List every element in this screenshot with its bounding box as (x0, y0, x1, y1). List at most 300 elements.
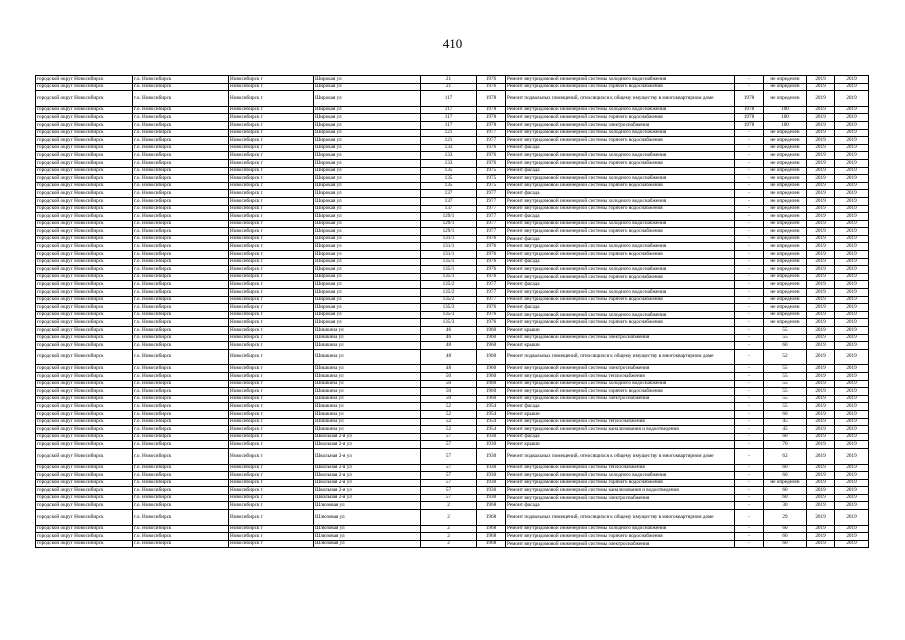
municipality-cell: г.о. Новосибирск (133, 137, 229, 145)
house-number-cell: 57 (421, 433, 477, 441)
wear-cell: не определен (764, 76, 807, 84)
street-cell: Широкая ул (314, 273, 421, 281)
wear-cell: не определен (764, 289, 807, 297)
work-type-cell: Ремонт внутридомовой инженерной системы теплоснабжения (506, 418, 735, 426)
house-number-cell: 129/1 (421, 220, 477, 228)
district-cell: городской округ Новосибирск (36, 426, 133, 434)
house-number-cell: 117 (421, 114, 477, 122)
plan-start-year-cell: 2019 (807, 380, 835, 388)
street-cell: Широкая ул (314, 266, 421, 274)
municipality-cell: г.о. Новосибирск (133, 418, 229, 426)
city-cell: Новосибирск г (229, 349, 314, 365)
plan-start-year-cell: 2019 (807, 510, 835, 526)
street-cell: Шишкина ул (314, 349, 421, 365)
city-cell: Новосибирск г (229, 213, 314, 221)
last-repair-year-cell: - (735, 83, 764, 91)
street-cell: Широкая ул (314, 91, 421, 107)
work-type-cell: Ремонт внутридомовой инженерной системы горячего водоснабжения (506, 296, 735, 304)
build-year-cell: 1960 (477, 388, 506, 396)
municipality-cell: г.о. Новосибирск (133, 441, 229, 449)
street-cell: Шлюзовая ул (314, 533, 421, 541)
last-repair-year-cell: - (735, 525, 764, 533)
district-cell: городской округ Новосибирск (36, 296, 133, 304)
city-cell: Новосибирск г (229, 403, 314, 411)
work-type-cell: Ремонт фасада (506, 502, 735, 510)
city-cell: Новосибирск г (229, 441, 314, 449)
street-cell: Широкая ул (314, 228, 421, 236)
work-type-cell: Ремонт внутридомовой инженерной системы электроснабжения (506, 121, 735, 129)
table-row (36, 205, 869, 213)
work-type-cell: Ремонт внутридомовой инженерной системы канализования и водоотведения (506, 426, 735, 434)
street-cell: Широкая ул (314, 243, 421, 251)
table-row (36, 144, 869, 152)
work-type-cell: Ремонт внутридомовой инженерной системы холодного водоснабжения (506, 380, 735, 388)
street-cell: Широкая ул (314, 311, 421, 319)
municipality-cell: г.о. Новосибирск (133, 91, 229, 107)
work-type-cell: Ремонт внутридомовой инженерной системы электроснабжения (506, 334, 735, 342)
municipality-cell: г.о. Новосибирск (133, 502, 229, 510)
plan-end-year-cell: 2019 (835, 137, 869, 145)
last-repair-year-cell: - (735, 510, 764, 526)
last-repair-year-cell: - (735, 159, 764, 167)
plan-start-year-cell: 2019 (807, 418, 835, 426)
municipality-cell: г.о. Новосибирск (133, 388, 229, 396)
repair-schedule-table (35, 75, 869, 548)
last-repair-year-cell: - (735, 144, 764, 152)
work-type-cell: Ремонт внутридомовой инженерной системы электроснабжения (506, 494, 735, 502)
street-cell: Школьная 2-я ул (314, 487, 421, 495)
street-cell: Шлюзовая ул (314, 502, 421, 510)
work-type-cell: Ремонт внутридомовой инженерной системы холодного водоснабжения (506, 129, 735, 137)
municipality-cell: г.о. Новосибирск (133, 487, 229, 495)
district-cell: городской округ Новосибирск (36, 533, 133, 541)
plan-start-year-cell: 2019 (807, 533, 835, 541)
plan-start-year-cell: 2019 (807, 266, 835, 274)
street-cell: Шлюзовая ул (314, 540, 421, 548)
table-row (36, 540, 869, 548)
build-year-cell: 1975 (477, 175, 506, 183)
last-repair-year-cell: - (735, 334, 764, 342)
district-cell: городской округ Новосибирск (36, 319, 133, 327)
municipality-cell: г.о. Новосибирск (133, 235, 229, 243)
work-type-cell: Ремонт внутридомовой инженерной системы горячего водоснабжения (506, 114, 735, 122)
house-number-cell: 135 (421, 167, 477, 175)
plan-start-year-cell: 2019 (807, 228, 835, 236)
wear-cell: 60 (764, 464, 807, 472)
municipality-cell: г.о. Новосибирск (133, 266, 229, 274)
district-cell: городской округ Новосибирск (36, 137, 133, 145)
municipality-cell: г.о. Новосибирск (133, 395, 229, 403)
build-year-cell: 1930 (477, 487, 506, 495)
work-type-cell: Ремонт внутридомовой инженерной системы теплоснабжения (506, 372, 735, 380)
house-number-cell: 121 (421, 137, 477, 145)
municipality-cell: г.о. Новосибирск (133, 129, 229, 137)
plan-end-year-cell: 2019 (835, 197, 869, 205)
city-cell: Новосибирск г (229, 152, 314, 160)
city-cell: Новосибирск г (229, 311, 314, 319)
plan-start-year-cell: 2019 (807, 167, 835, 175)
city-cell: Новосибирск г (229, 129, 314, 137)
table-row (36, 327, 869, 335)
municipality-cell: г.о. Новосибирск (133, 190, 229, 198)
house-number-cell: 135/3 (421, 311, 477, 319)
city-cell: Новосибирск г (229, 388, 314, 396)
wear-cell: 29 (764, 510, 807, 526)
wear-cell: не определен (764, 235, 807, 243)
build-year-cell: 1976 (477, 243, 506, 251)
last-repair-year-cell: - (735, 388, 764, 396)
plan-end-year-cell: 2019 (835, 487, 869, 495)
work-type-cell: Ремонт внутридомовой инженерной системы электроснабжения (506, 365, 735, 373)
last-repair-year-cell: - (735, 395, 764, 403)
plan-end-year-cell: 2019 (835, 152, 869, 160)
municipality-cell: г.о. Новосибирск (133, 448, 229, 464)
plan-start-year-cell: 2019 (807, 372, 835, 380)
municipality-cell: г.о. Новосибирск (133, 426, 229, 434)
city-cell: Новосибирск г (229, 137, 314, 145)
house-number-cell: 52 (421, 426, 477, 434)
municipality-cell: г.о. Новосибирск (133, 106, 229, 114)
plan-end-year-cell: 2019 (835, 228, 869, 236)
work-type-cell: Ремонт внутридомовой инженерной системы холодного водоснабжения (506, 266, 735, 274)
plan-end-year-cell: 2019 (835, 114, 869, 122)
house-number-cell: 50 (421, 395, 477, 403)
municipality-cell: г.о. Новосибирск (133, 319, 229, 327)
house-number-cell: 129/1 (421, 213, 477, 221)
wear-cell: не определен (764, 152, 807, 160)
last-repair-year-cell: - (735, 365, 764, 373)
district-cell: городской округ Новосибирск (36, 83, 133, 91)
municipality-cell: г.о. Новосибирск (133, 197, 229, 205)
table-row (36, 159, 869, 167)
district-cell: городской округ Новосибирск (36, 395, 133, 403)
work-type-cell: Ремонт внутридомовой инженерной системы холодного водоснабжения (506, 106, 735, 114)
plan-start-year-cell: 2019 (807, 152, 835, 160)
plan-end-year-cell: 2019 (835, 380, 869, 388)
street-cell: Широкая ул (314, 83, 421, 91)
city-cell: Новосибирск г (229, 487, 314, 495)
last-repair-year-cell: - (735, 372, 764, 380)
table-row (36, 502, 869, 510)
last-repair-year-cell: - (735, 540, 764, 548)
plan-start-year-cell: 2019 (807, 213, 835, 221)
street-cell: Шлюзовая ул (314, 525, 421, 533)
build-year-cell: 1930 (477, 441, 506, 449)
district-cell: городской округ Новосибирск (36, 464, 133, 472)
municipality-cell: г.о. Новосибирск (133, 76, 229, 84)
wear-cell: не определен (764, 175, 807, 183)
table-row (36, 190, 869, 198)
district-cell: городской округ Новосибирск (36, 342, 133, 350)
wear-cell: не определен (764, 129, 807, 137)
last-repair-year-cell: - (735, 502, 764, 510)
build-year-cell: 1960 (477, 342, 506, 350)
last-repair-year-cell: - (735, 129, 764, 137)
work-type-cell: Ремонт внутридомовой инженерной системы горячего водоснабжения (506, 228, 735, 236)
plan-end-year-cell: 2019 (835, 281, 869, 289)
plan-start-year-cell: 2019 (807, 281, 835, 289)
wear-cell: не определен (764, 220, 807, 228)
house-number-cell: 137 (421, 205, 477, 213)
street-cell: Широкая ул (314, 106, 421, 114)
plan-start-year-cell: 2019 (807, 388, 835, 396)
table-row (36, 273, 869, 281)
table-row (36, 349, 869, 365)
street-cell: Широкая ул (314, 304, 421, 312)
plan-end-year-cell: 2019 (835, 349, 869, 365)
house-number-cell: 57 (421, 472, 477, 480)
last-repair-year-cell: 1978 (735, 121, 764, 129)
last-repair-year-cell: - (735, 273, 764, 281)
build-year-cell: 1976 (477, 266, 506, 274)
house-number-cell: 21 (421, 76, 477, 84)
street-cell: Широкая ул (314, 152, 421, 160)
table-row (36, 448, 869, 464)
table-row (36, 395, 869, 403)
municipality-cell: г.о. Новосибирск (133, 372, 229, 380)
municipality-cell: г.о. Новосибирск (133, 243, 229, 251)
wear-cell: 55 (764, 334, 807, 342)
last-repair-year-cell: - (735, 433, 764, 441)
house-number-cell: 133 (421, 152, 477, 160)
house-number-cell: 2 (421, 533, 477, 541)
build-year-cell: 1977 (477, 213, 506, 221)
last-repair-year-cell: - (735, 281, 764, 289)
house-number-cell: 121 (421, 129, 477, 137)
plan-start-year-cell: 2019 (807, 296, 835, 304)
wear-cell: не определен (764, 281, 807, 289)
plan-end-year-cell: 2019 (835, 494, 869, 502)
street-cell: Широкая ул (314, 182, 421, 190)
wear-cell: не определен (764, 91, 807, 107)
wear-cell: 55 (764, 395, 807, 403)
build-year-cell: 1977 (477, 197, 506, 205)
wear-cell: 30 (764, 502, 807, 510)
build-year-cell: 1960 (477, 349, 506, 365)
last-repair-year-cell: - (735, 418, 764, 426)
wear-cell: не определен (764, 159, 807, 167)
district-cell: городской округ Новосибирск (36, 152, 133, 160)
last-repair-year-cell: - (735, 251, 764, 259)
city-cell: Новосибирск г (229, 235, 314, 243)
plan-start-year-cell: 2019 (807, 472, 835, 480)
plan-end-year-cell: 2019 (835, 448, 869, 464)
plan-end-year-cell: 2019 (835, 258, 869, 266)
district-cell: городской округ Новосибирск (36, 365, 133, 373)
plan-start-year-cell: 2019 (807, 304, 835, 312)
municipality-cell: г.о. Новосибирск (133, 433, 229, 441)
table-row (36, 281, 869, 289)
district-cell: городской округ Новосибирск (36, 388, 133, 396)
city-cell: Новосибирск г (229, 296, 314, 304)
work-type-cell: Ремонт внутридомовой инженерной системы горячего водоснабжения (506, 319, 735, 327)
work-type-cell: Ремонт фасада (506, 190, 735, 198)
street-cell: Широкая ул (314, 76, 421, 84)
plan-start-year-cell: 2019 (807, 464, 835, 472)
city-cell: Новосибирск г (229, 479, 314, 487)
district-cell: городской округ Новосибирск (36, 220, 133, 228)
city-cell: Новосибирск г (229, 525, 314, 533)
plan-start-year-cell: 2019 (807, 190, 835, 198)
municipality-cell: г.о. Новосибирск (133, 472, 229, 480)
build-year-cell: 1930 (477, 433, 506, 441)
last-repair-year-cell: 1978 (735, 106, 764, 114)
municipality-cell: г.о. Новосибирск (133, 510, 229, 526)
plan-start-year-cell: 2019 (807, 76, 835, 84)
table-row (36, 380, 869, 388)
house-number-cell: 2 (421, 525, 477, 533)
city-cell: Новосибирск г (229, 251, 314, 259)
table-row (36, 334, 869, 342)
city-cell: Новосибирск г (229, 266, 314, 274)
table-row (36, 182, 869, 190)
district-cell: городской округ Новосибирск (36, 510, 133, 526)
work-type-cell: Ремонт фасада (506, 235, 735, 243)
city-cell: Новосибирск г (229, 464, 314, 472)
street-cell: Шишкина ул (314, 418, 421, 426)
work-type-cell: Ремонт внутридомовой инженерной системы холодного водоснабжения (506, 311, 735, 319)
plan-end-year-cell: 2019 (835, 540, 869, 548)
work-type-cell: Ремонт внутридомовой инженерной системы электроснабжения (506, 395, 735, 403)
city-cell: Новосибирск г (229, 395, 314, 403)
wear-cell: не определен (764, 228, 807, 236)
house-number-cell: 135/2 (421, 289, 477, 297)
street-cell: Широкая ул (314, 129, 421, 137)
municipality-cell: г.о. Новосибирск (133, 289, 229, 297)
plan-end-year-cell: 2019 (835, 289, 869, 297)
table-row (36, 426, 869, 434)
district-cell: городской округ Новосибирск (36, 410, 133, 418)
last-repair-year-cell: - (735, 197, 764, 205)
house-number-cell: 137 (421, 197, 477, 205)
table-row (36, 251, 869, 259)
plan-start-year-cell: 2019 (807, 91, 835, 107)
house-number-cell: 131/1 (421, 235, 477, 243)
work-type-cell: Ремонт внутридомовой инженерной системы горячего водоснабжения (506, 205, 735, 213)
house-number-cell: 129/1 (421, 228, 477, 236)
wear-cell: не определен (764, 243, 807, 251)
build-year-cell: 1954 (477, 410, 506, 418)
plan-start-year-cell: 2019 (807, 540, 835, 548)
city-cell: Новосибирск г (229, 159, 314, 167)
plan-end-year-cell: 2019 (835, 410, 869, 418)
table-row (36, 472, 869, 480)
house-number-cell: 52 (421, 410, 477, 418)
house-number-cell: 117 (421, 106, 477, 114)
city-cell: Новосибирск г (229, 418, 314, 426)
city-cell: Новосибирск г (229, 372, 314, 380)
municipality-cell: г.о. Новосибирск (133, 349, 229, 365)
build-year-cell: 1977 (477, 137, 506, 145)
city-cell: Новосибирск г (229, 182, 314, 190)
house-number-cell: 131/1 (421, 243, 477, 251)
plan-start-year-cell: 2019 (807, 494, 835, 502)
district-cell: городской округ Новосибирск (36, 167, 133, 175)
wear-cell: не определен (764, 213, 807, 221)
plan-start-year-cell: 2019 (807, 334, 835, 342)
wear-cell: 60 (764, 342, 807, 350)
plan-start-year-cell: 2019 (807, 220, 835, 228)
municipality-cell: г.о. Новосибирск (133, 464, 229, 472)
city-cell: Новосибирск г (229, 533, 314, 541)
work-type-cell: Ремонт фасада (506, 167, 735, 175)
table-row (36, 197, 869, 205)
city-cell: Новосибирск г (229, 175, 314, 183)
street-cell: Широкая ул (314, 197, 421, 205)
street-cell: Широкая ул (314, 296, 421, 304)
last-repair-year-cell: - (735, 349, 764, 365)
municipality-cell: г.о. Новосибирск (133, 540, 229, 548)
table-row (36, 388, 869, 396)
street-cell: Шишкина ул (314, 327, 421, 335)
table-row (36, 167, 869, 175)
city-cell: Новосибирск г (229, 243, 314, 251)
district-cell: городской округ Новосибирск (36, 205, 133, 213)
house-number-cell: 57 (421, 464, 477, 472)
district-cell: городской округ Новосибирск (36, 197, 133, 205)
wear-cell: 62 (764, 448, 807, 464)
table-row (36, 510, 869, 526)
work-type-cell: Ремонт внутридомовой инженерной системы горячего водоснабжения (506, 83, 735, 91)
street-cell: Школьная 2-я ул (314, 448, 421, 464)
municipality-cell: г.о. Новосибирск (133, 479, 229, 487)
municipality-cell: г.о. Новосибирск (133, 228, 229, 236)
last-repair-year-cell: - (735, 342, 764, 350)
city-cell: Новосибирск г (229, 342, 314, 350)
wear-cell: не определен (764, 197, 807, 205)
city-cell: Новосибирск г (229, 472, 314, 480)
work-type-cell: Ремонт внутридомовой инженерной системы горячего водоснабжения (506, 251, 735, 259)
work-type-cell: Ремонт подвальных помещений, относящихся к общему имуществу в многоквартирном доме (506, 448, 735, 464)
last-repair-year-cell: - (735, 220, 764, 228)
work-type-cell: Ремонт фасада (506, 304, 735, 312)
city-cell: Новосибирск г (229, 76, 314, 84)
district-cell: городской округ Новосибирск (36, 372, 133, 380)
last-repair-year-cell: - (735, 182, 764, 190)
street-cell: Школьная 2-я ул (314, 479, 421, 487)
city-cell: Новосибирск г (229, 426, 314, 434)
house-number-cell: 57 (421, 494, 477, 502)
house-number-cell: 52 (421, 418, 477, 426)
street-cell: Широкая ул (314, 319, 421, 327)
last-repair-year-cell: - (735, 266, 764, 274)
table-row (36, 289, 869, 297)
build-year-cell: 1977 (477, 220, 506, 228)
municipality-cell: г.о. Новосибирск (133, 311, 229, 319)
street-cell: Широкая ул (314, 281, 421, 289)
build-year-cell: 1977 (477, 296, 506, 304)
plan-start-year-cell: 2019 (807, 525, 835, 533)
wear-cell: не определен (764, 304, 807, 312)
district-cell: городской округ Новосибирск (36, 327, 133, 335)
table-row (36, 296, 869, 304)
work-type-cell: Ремонт внутридомовой инженерной системы канализования и водоотведения (506, 487, 735, 495)
build-year-cell: 1976 (477, 251, 506, 259)
build-year-cell: 1976 (477, 304, 506, 312)
plan-end-year-cell: 2019 (835, 296, 869, 304)
build-year-cell: 1960 (477, 327, 506, 335)
build-year-cell: 1960 (477, 365, 506, 373)
wear-cell: 60 (764, 472, 807, 480)
work-type-cell: Ремонт внутридомовой инженерной системы холодного водоснабжения (506, 289, 735, 297)
wear-cell: не определен (764, 144, 807, 152)
work-type-cell: Ремонт внутридомовой инженерной системы горячего водоснабжения (506, 159, 735, 167)
district-cell: городской округ Новосибирск (36, 380, 133, 388)
street-cell: Широкая ул (314, 289, 421, 297)
plan-end-year-cell: 2019 (835, 426, 869, 434)
city-cell: Новосибирск г (229, 220, 314, 228)
table-row (36, 76, 869, 84)
